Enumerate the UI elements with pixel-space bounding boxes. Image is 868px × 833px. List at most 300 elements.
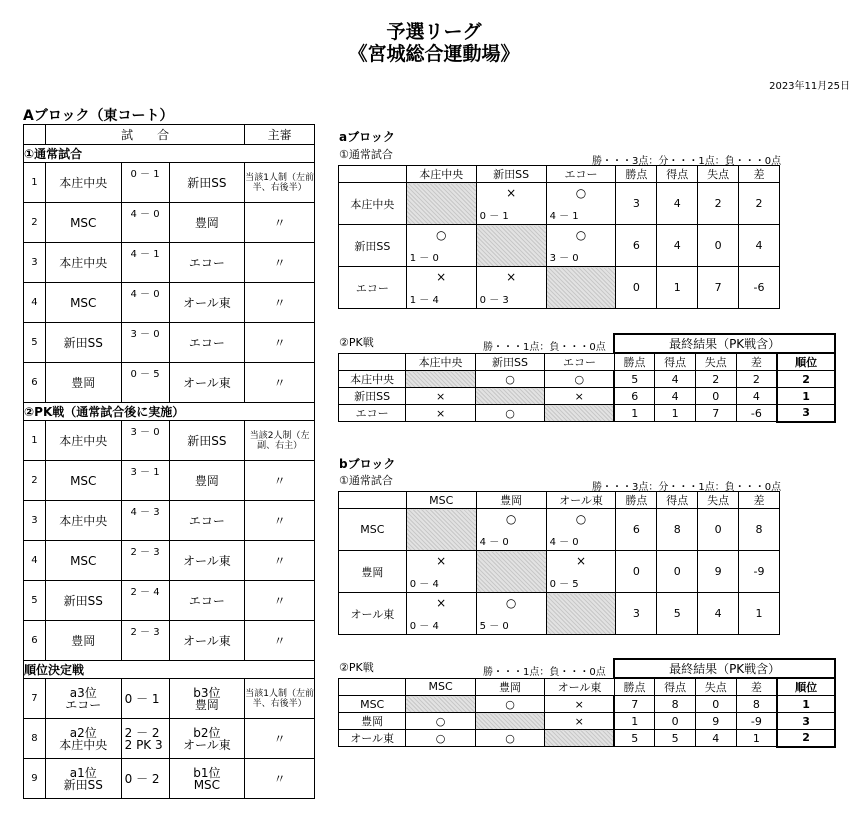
a-points-rule: 勝・・・3点：分・・・1点：負・・・0点 bbox=[592, 156, 782, 167]
match-score: 4 － 0 bbox=[121, 283, 169, 323]
result-mark: × bbox=[506, 270, 517, 284]
referee: 〃 bbox=[245, 719, 315, 759]
stat-cell: 3 bbox=[616, 593, 657, 635]
match-no: 2 bbox=[24, 461, 46, 501]
stat-cell: 4 bbox=[739, 225, 780, 267]
team-col-head: MSC bbox=[406, 678, 475, 696]
away-team: エコー bbox=[169, 581, 245, 621]
stat-cell: 1 bbox=[614, 405, 655, 422]
self-cell bbox=[546, 267, 616, 309]
stat-cell: 8 bbox=[736, 696, 777, 713]
match-score: 2 － 4 bbox=[121, 581, 169, 621]
pk-result: × bbox=[545, 388, 614, 405]
a-normal-table bbox=[338, 165, 780, 309]
result-mark: ○ bbox=[575, 512, 587, 526]
match-no: 8 bbox=[24, 719, 46, 759]
result-mark: × bbox=[575, 554, 587, 568]
stat-cell: 5 bbox=[614, 730, 655, 747]
match-no: 4 bbox=[24, 283, 46, 323]
result-mark: ○ bbox=[575, 228, 587, 242]
self-cell bbox=[476, 551, 546, 593]
stat-col-head: 得点 bbox=[655, 353, 696, 371]
match-score: 4 － 3 bbox=[121, 501, 169, 541]
pk-row bbox=[339, 388, 836, 405]
stat-cell: 5 bbox=[657, 593, 698, 635]
league-header-row bbox=[339, 166, 780, 183]
stat-col-head: 得点 bbox=[655, 678, 696, 696]
result-score: 4 － 0 bbox=[479, 537, 509, 548]
stat-cell: 4 bbox=[655, 371, 696, 388]
team-col-head: 豊岡 bbox=[476, 492, 546, 509]
rank-cell: 2 bbox=[777, 371, 835, 388]
stat-cell: 4 bbox=[655, 388, 696, 405]
schedule-table bbox=[23, 124, 315, 799]
stat-cell: 9 bbox=[695, 713, 736, 730]
corner-cell bbox=[339, 492, 407, 509]
pk-row bbox=[339, 696, 836, 713]
result-cell bbox=[406, 267, 476, 309]
match-row bbox=[24, 581, 315, 621]
away-team bbox=[169, 719, 245, 759]
result-score: 0 － 4 bbox=[409, 621, 439, 632]
referee: 当該1人制（左前半、右後半） bbox=[245, 163, 315, 203]
result-cell bbox=[546, 509, 616, 551]
referee: 〃 bbox=[245, 621, 315, 661]
pk-title-row bbox=[339, 334, 836, 353]
match-row bbox=[24, 203, 315, 243]
result-mark: ○ bbox=[575, 186, 587, 200]
stat-col-head: 差 bbox=[736, 678, 777, 696]
result-score: 0 － 5 bbox=[549, 579, 579, 590]
pk-result: ○ bbox=[475, 730, 544, 747]
match-score bbox=[121, 759, 169, 799]
away-team: オール東 bbox=[169, 621, 245, 661]
pk-row bbox=[339, 713, 836, 730]
home-team: 新田SS bbox=[45, 323, 121, 363]
stat-cell: 1 bbox=[739, 593, 780, 635]
row-team: オール東 bbox=[339, 593, 407, 635]
self-cell bbox=[406, 183, 476, 225]
row-team: オール東 bbox=[339, 730, 406, 747]
team-col-head: オール東 bbox=[545, 678, 614, 696]
corner-cell bbox=[339, 678, 406, 696]
pk-header-row bbox=[339, 353, 836, 371]
pk-header-row bbox=[339, 678, 836, 696]
home-seed: a2位 bbox=[69, 725, 97, 740]
home-team bbox=[45, 719, 121, 759]
result-mark: × bbox=[436, 270, 447, 284]
match-row bbox=[24, 243, 315, 283]
match-score bbox=[121, 719, 169, 759]
pk-result: ○ bbox=[475, 405, 544, 422]
home-team: MSC bbox=[45, 541, 121, 581]
match-score: 4 － 1 bbox=[121, 243, 169, 283]
referee: 当該2人制（左副、右主） bbox=[245, 421, 315, 461]
match-score: 0 － 1 bbox=[121, 163, 169, 203]
stat-col-head: 差 bbox=[739, 492, 780, 509]
stat-cell: 4 bbox=[657, 225, 698, 267]
stat-cell: 8 bbox=[655, 696, 696, 713]
a-heading: aブロック bbox=[339, 130, 395, 144]
a-pk-rule: 勝・・・1点：負・・・0点 bbox=[483, 342, 606, 353]
referee: 〃 bbox=[245, 363, 315, 403]
final-row bbox=[24, 719, 315, 759]
home-seed: a1位 bbox=[69, 765, 97, 780]
stat-cell: 6 bbox=[614, 388, 655, 405]
stat-cell: 6 bbox=[616, 509, 657, 551]
home-team: 本庄中央 bbox=[45, 501, 121, 541]
corner-cell bbox=[339, 353, 406, 371]
referee: 〃 bbox=[245, 283, 315, 323]
home-team bbox=[45, 759, 121, 799]
pk-result: ○ bbox=[475, 696, 544, 713]
match-row bbox=[24, 163, 315, 203]
result-cell bbox=[476, 509, 546, 551]
result-cell bbox=[406, 593, 476, 635]
pk-result: × bbox=[545, 696, 614, 713]
stat-col-head: 失点 bbox=[695, 678, 736, 696]
team-col-head: オール東 bbox=[546, 492, 616, 509]
section-normal bbox=[24, 145, 315, 163]
referee: 〃 bbox=[245, 203, 315, 243]
home-team: 本庄中央 bbox=[45, 163, 121, 203]
stat-col-head: 差 bbox=[739, 166, 780, 183]
row-team: MSC bbox=[339, 509, 407, 551]
league-row bbox=[339, 267, 780, 309]
final-result-head: 最終結果（PK戦含） bbox=[614, 659, 835, 678]
match-no: 1 bbox=[24, 421, 46, 461]
score-main: 0 － 1 bbox=[124, 691, 160, 706]
stat-cell: 0 bbox=[655, 713, 696, 730]
pk-title-row bbox=[339, 659, 836, 678]
away-team bbox=[169, 679, 245, 719]
result-cell bbox=[546, 551, 616, 593]
match-score bbox=[121, 679, 169, 719]
home-team: 本庄中央 bbox=[45, 243, 121, 283]
final-result-head: 最終結果（PK戦含） bbox=[614, 334, 835, 353]
stat-cell: -9 bbox=[739, 551, 780, 593]
team-col-head: 新田SS bbox=[475, 353, 544, 371]
stat-cell: 0 bbox=[695, 696, 736, 713]
match-row bbox=[24, 541, 315, 581]
self-cell bbox=[545, 730, 614, 747]
stat-cell: 4 bbox=[657, 183, 698, 225]
corner-cell bbox=[339, 166, 407, 183]
team-col-head: 新田SS bbox=[476, 166, 546, 183]
match-row bbox=[24, 283, 315, 323]
result-cell bbox=[406, 551, 476, 593]
stat-cell: 1 bbox=[736, 730, 777, 747]
match-score: 2 － 3 bbox=[121, 541, 169, 581]
b-pk-rule: 勝・・・1点：負・・・0点 bbox=[483, 667, 606, 678]
row-team: 新田SS bbox=[339, 225, 407, 267]
final-row bbox=[24, 759, 315, 799]
section-final-label: 順位決定戦 bbox=[24, 661, 315, 679]
result-mark: × bbox=[436, 554, 447, 568]
match-score: 4 － 0 bbox=[121, 203, 169, 243]
a-sub2: ②PK戦 bbox=[339, 336, 374, 349]
match-row bbox=[24, 323, 315, 363]
result-score: 0 － 1 bbox=[479, 211, 509, 222]
stat-col-head: 勝点 bbox=[616, 492, 657, 509]
home-team: 豊岡 bbox=[45, 363, 121, 403]
pk-result: × bbox=[406, 405, 475, 422]
rank-cell: 3 bbox=[777, 405, 835, 422]
referee: 〃 bbox=[245, 541, 315, 581]
rank-cell: 1 bbox=[777, 696, 835, 713]
row-team: エコー bbox=[339, 405, 406, 422]
self-cell bbox=[406, 696, 475, 713]
home-team: 新田SS bbox=[45, 581, 121, 621]
rank-cell: 1 bbox=[777, 388, 835, 405]
match-row bbox=[24, 363, 315, 403]
stat-cell: 3 bbox=[616, 183, 657, 225]
home-team: MSC bbox=[45, 203, 121, 243]
row-team: 本庄中央 bbox=[339, 183, 407, 225]
col-ref-head: 主審 bbox=[245, 125, 315, 145]
stat-cell: 7 bbox=[614, 696, 655, 713]
stat-cell: 4 bbox=[695, 730, 736, 747]
stat-cell: 2 bbox=[698, 183, 739, 225]
match-row bbox=[24, 501, 315, 541]
stat-cell: 6 bbox=[616, 225, 657, 267]
result-cell bbox=[406, 225, 476, 267]
a-pk-table bbox=[338, 333, 836, 423]
match-score: 2 － 3 bbox=[121, 621, 169, 661]
stat-cell: 2 bbox=[736, 371, 777, 388]
rank-col-head: 順位 bbox=[777, 353, 835, 371]
home-name: 本庄中央 bbox=[59, 737, 108, 752]
away-team bbox=[169, 759, 245, 799]
result-score: 4 － 0 bbox=[549, 537, 579, 548]
team-col-head: 本庄中央 bbox=[406, 353, 475, 371]
result-score: 1 － 0 bbox=[409, 253, 439, 264]
away-team: オール東 bbox=[169, 363, 245, 403]
section-pk bbox=[24, 403, 315, 421]
stat-cell: 0 bbox=[698, 225, 739, 267]
self-cell bbox=[546, 593, 616, 635]
row-team: エコー bbox=[339, 267, 407, 309]
match-no: 6 bbox=[24, 621, 46, 661]
result-cell bbox=[546, 183, 616, 225]
stat-cell: -6 bbox=[736, 405, 777, 422]
match-row bbox=[24, 621, 315, 661]
pk-title-spacer bbox=[339, 659, 615, 678]
stat-cell: 9 bbox=[698, 551, 739, 593]
rank-cell: 2 bbox=[777, 730, 835, 747]
b-sub2: ②PK戦 bbox=[339, 661, 374, 674]
stat-col-head: 得点 bbox=[657, 166, 698, 183]
schedule-header-row bbox=[24, 125, 315, 145]
rank-col-head: 順位 bbox=[777, 678, 835, 696]
result-cell bbox=[476, 183, 546, 225]
referee: 〃 bbox=[245, 243, 315, 283]
b-sub1: ①通常試合 bbox=[339, 474, 393, 487]
match-score: 3 － 0 bbox=[121, 323, 169, 363]
away-team: エコー bbox=[169, 501, 245, 541]
league-row bbox=[339, 551, 780, 593]
stat-cell: 7 bbox=[698, 267, 739, 309]
referee: 〃 bbox=[245, 323, 315, 363]
b-pk-table bbox=[338, 658, 836, 748]
match-row bbox=[24, 461, 315, 501]
away-team: オール東 bbox=[169, 283, 245, 323]
result-score: 4 － 1 bbox=[549, 211, 579, 222]
result-score: 0 － 3 bbox=[479, 295, 509, 306]
away-team: 豊岡 bbox=[169, 461, 245, 501]
match-no: 7 bbox=[24, 679, 46, 719]
section-pk-label: ②PK戦（通常試合後に実施） bbox=[24, 403, 315, 421]
pk-result: ○ bbox=[545, 371, 614, 388]
stat-cell: 1 bbox=[614, 713, 655, 730]
result-cell bbox=[546, 225, 616, 267]
away-team: オール東 bbox=[169, 541, 245, 581]
b-points-rule: 勝・・・3点：分・・・1点：負・・・0点 bbox=[592, 482, 782, 493]
referee: 〃 bbox=[245, 759, 315, 799]
team-col-head: MSC bbox=[406, 492, 476, 509]
stat-col-head: 勝点 bbox=[614, 678, 655, 696]
result-mark: × bbox=[436, 596, 447, 610]
home-team: 本庄中央 bbox=[45, 421, 121, 461]
match-no: 5 bbox=[24, 581, 46, 621]
stat-cell: 1 bbox=[655, 405, 696, 422]
pk-result: ○ bbox=[406, 713, 475, 730]
result-mark: ○ bbox=[505, 512, 517, 526]
result-mark: ○ bbox=[435, 228, 447, 242]
stat-col-head: 差 bbox=[736, 353, 777, 371]
a-sub1: ①通常試合 bbox=[339, 148, 393, 161]
away-seed: b1位 bbox=[193, 765, 221, 780]
away-seed: b3位 bbox=[193, 685, 221, 700]
pk-title-spacer bbox=[339, 334, 615, 353]
col-blank bbox=[24, 125, 46, 145]
result-cell bbox=[476, 593, 546, 635]
league-header-row bbox=[339, 492, 780, 509]
row-team: 新田SS bbox=[339, 388, 406, 405]
referee: 〃 bbox=[245, 501, 315, 541]
league-row bbox=[339, 509, 780, 551]
away-seed: b2位 bbox=[193, 725, 221, 740]
stat-col-head: 失点 bbox=[698, 492, 739, 509]
page-subtitle: 《宮城総合運動場》 bbox=[348, 43, 520, 65]
stat-cell: 0 bbox=[657, 551, 698, 593]
stat-cell: 5 bbox=[614, 371, 655, 388]
b-normal-table bbox=[338, 491, 780, 635]
rank-cell: 3 bbox=[777, 713, 835, 730]
match-row bbox=[24, 421, 315, 461]
result-score: 3 － 0 bbox=[549, 253, 579, 264]
stat-cell: 0 bbox=[695, 388, 736, 405]
match-no: 5 bbox=[24, 323, 46, 363]
row-team: 豊岡 bbox=[339, 551, 407, 593]
stat-col-head: 勝点 bbox=[614, 353, 655, 371]
pk-result: ○ bbox=[406, 730, 475, 747]
team-col-head: 豊岡 bbox=[475, 678, 544, 696]
match-score: 3 － 0 bbox=[121, 421, 169, 461]
league-row bbox=[339, 593, 780, 635]
team-col-head: 本庄中央 bbox=[406, 166, 476, 183]
row-team: MSC bbox=[339, 696, 406, 713]
match-no: 4 bbox=[24, 541, 46, 581]
away-name: オール東 bbox=[182, 737, 231, 752]
stat-cell: 8 bbox=[739, 509, 780, 551]
row-team: 豊岡 bbox=[339, 713, 406, 730]
stat-col-head: 得点 bbox=[657, 492, 698, 509]
stat-cell: 0 bbox=[698, 509, 739, 551]
result-score: 5 － 0 bbox=[479, 621, 509, 632]
away-team: エコー bbox=[169, 243, 245, 283]
result-mark: × bbox=[506, 186, 517, 200]
match-no: 6 bbox=[24, 363, 46, 403]
stat-cell: -6 bbox=[739, 267, 780, 309]
score-main: 0 － 2 bbox=[124, 771, 160, 786]
pk-result: × bbox=[406, 388, 475, 405]
match-no: 3 bbox=[24, 501, 46, 541]
away-team: 新田SS bbox=[169, 163, 245, 203]
away-name: 豊岡 bbox=[194, 697, 219, 712]
home-name: エコー bbox=[65, 697, 102, 712]
match-no: 9 bbox=[24, 759, 46, 799]
section-normal-label: ①通常試合 bbox=[24, 145, 315, 163]
pk-row bbox=[339, 730, 836, 747]
league-row bbox=[339, 183, 780, 225]
match-no: 3 bbox=[24, 243, 46, 283]
away-name: MSC bbox=[193, 777, 221, 792]
date-label: 2023年11月25日 bbox=[769, 81, 850, 92]
stat-cell: 2 bbox=[695, 371, 736, 388]
stat-cell: 4 bbox=[736, 388, 777, 405]
stat-col-head: 失点 bbox=[695, 353, 736, 371]
stat-cell: 8 bbox=[657, 509, 698, 551]
score-main: 2 － 2 bbox=[124, 725, 160, 740]
result-score: 0 － 4 bbox=[409, 579, 439, 590]
pk-result: × bbox=[545, 713, 614, 730]
pk-result: ○ bbox=[475, 371, 544, 388]
home-team: MSC bbox=[45, 461, 121, 501]
home-seed: a3位 bbox=[69, 685, 97, 700]
final-row bbox=[24, 679, 315, 719]
stat-cell: 0 bbox=[616, 267, 657, 309]
stat-cell: 7 bbox=[695, 405, 736, 422]
match-no: 1 bbox=[24, 163, 46, 203]
result-cell bbox=[476, 267, 546, 309]
self-cell bbox=[406, 509, 476, 551]
league-row bbox=[339, 225, 780, 267]
self-cell bbox=[475, 713, 544, 730]
team-col-head: エコー bbox=[546, 166, 616, 183]
score-pk: 2 PK 3 bbox=[124, 737, 163, 752]
stat-cell: 4 bbox=[698, 593, 739, 635]
result-score: 1 － 4 bbox=[409, 295, 439, 306]
stat-cell: 2 bbox=[739, 183, 780, 225]
home-name: 新田SS bbox=[63, 777, 103, 792]
team-col-head: エコー bbox=[545, 353, 614, 371]
stat-col-head: 失点 bbox=[698, 166, 739, 183]
self-cell bbox=[406, 371, 475, 388]
match-score: 3 － 1 bbox=[121, 461, 169, 501]
home-team bbox=[45, 679, 121, 719]
pk-row bbox=[339, 371, 836, 388]
stat-cell: 0 bbox=[616, 551, 657, 593]
away-team: 豊岡 bbox=[169, 203, 245, 243]
section-final bbox=[24, 661, 315, 679]
match-no: 2 bbox=[24, 203, 46, 243]
away-team: エコー bbox=[169, 323, 245, 363]
page-title: 予選リーグ bbox=[386, 21, 482, 43]
self-cell bbox=[545, 405, 614, 422]
self-cell bbox=[475, 388, 544, 405]
pk-row bbox=[339, 405, 836, 422]
